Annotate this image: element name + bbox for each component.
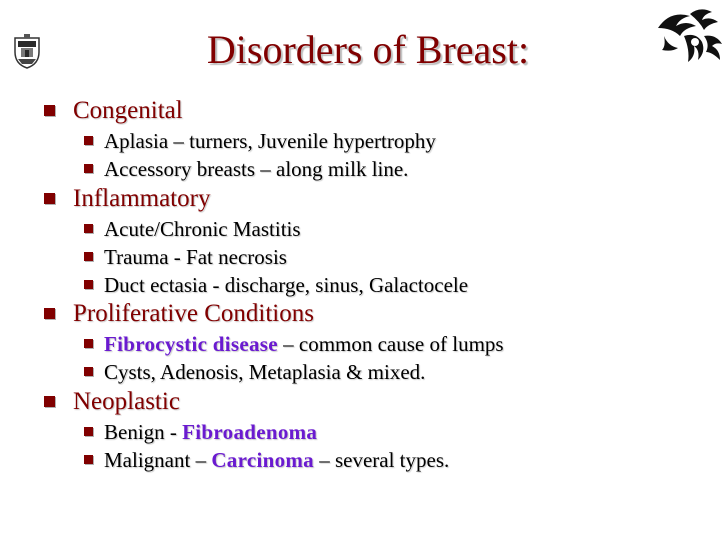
slide-title: Disorders of Breast: [206, 27, 530, 72]
list-item [0, 446, 728, 476]
square-bullet-icon [44, 105, 55, 116]
sub-item: Aplasia – turners, Juvenile hypertrophy [104, 129, 436, 153]
sub-item: Accessory breasts – along milk line. [104, 157, 409, 181]
list-item [0, 271, 728, 301]
list-item [0, 387, 728, 417]
sub-item-suffix: – several types. [313, 448, 450, 472]
list-item [0, 330, 728, 360]
square-bullet-icon [84, 339, 93, 348]
square-bullet-icon [84, 224, 93, 233]
sub-item: Cysts, Adenosis, Metaplasia & mixed. [104, 360, 426, 384]
list-item [0, 418, 728, 448]
square-bullet-icon [84, 136, 93, 145]
square-bullet-icon [84, 164, 93, 173]
square-bullet-icon [84, 427, 93, 436]
list-item [0, 184, 728, 214]
list-item [0, 127, 728, 157]
square-bullet-icon [44, 396, 55, 407]
highlighted-term: Carcinoma [211, 448, 314, 472]
list-item [0, 358, 728, 388]
square-bullet-icon [84, 455, 93, 464]
list-item [0, 215, 728, 245]
square-bullet-icon [44, 193, 55, 204]
section-heading: Neoplastic [73, 388, 180, 415]
square-bullet-icon [44, 308, 55, 319]
square-bullet-icon [84, 252, 93, 261]
sub-item: Trauma - Fat necrosis [104, 245, 287, 269]
list-item [0, 155, 728, 185]
square-bullet-icon [84, 280, 93, 289]
highlighted-term: Fibrocystic disease [104, 332, 278, 356]
sub-item [104, 446, 449, 474]
square-bullet-icon [84, 367, 93, 376]
sub-item [104, 418, 317, 446]
sub-item-suffix: – common cause of lumps [277, 332, 504, 356]
list-item [0, 243, 728, 273]
sub-item-prefix: Malignant – [104, 448, 212, 472]
sub-item: Duct ectasia - discharge, sinus, Galactocele [104, 273, 469, 297]
tribal-ornament-icon [650, 6, 726, 68]
sub-item [104, 330, 504, 358]
sub-item: Acute/Chronic Mastitis [104, 217, 301, 241]
section-heading: Congenital [73, 97, 183, 124]
highlighted-term: Fibroadenoma [182, 420, 318, 444]
section-heading: Inflammatory [73, 185, 211, 212]
list-item [0, 299, 728, 329]
sub-item-prefix: Benign - [104, 420, 183, 444]
section-heading: Proliferative Conditions [73, 300, 314, 327]
list-item [0, 96, 728, 126]
